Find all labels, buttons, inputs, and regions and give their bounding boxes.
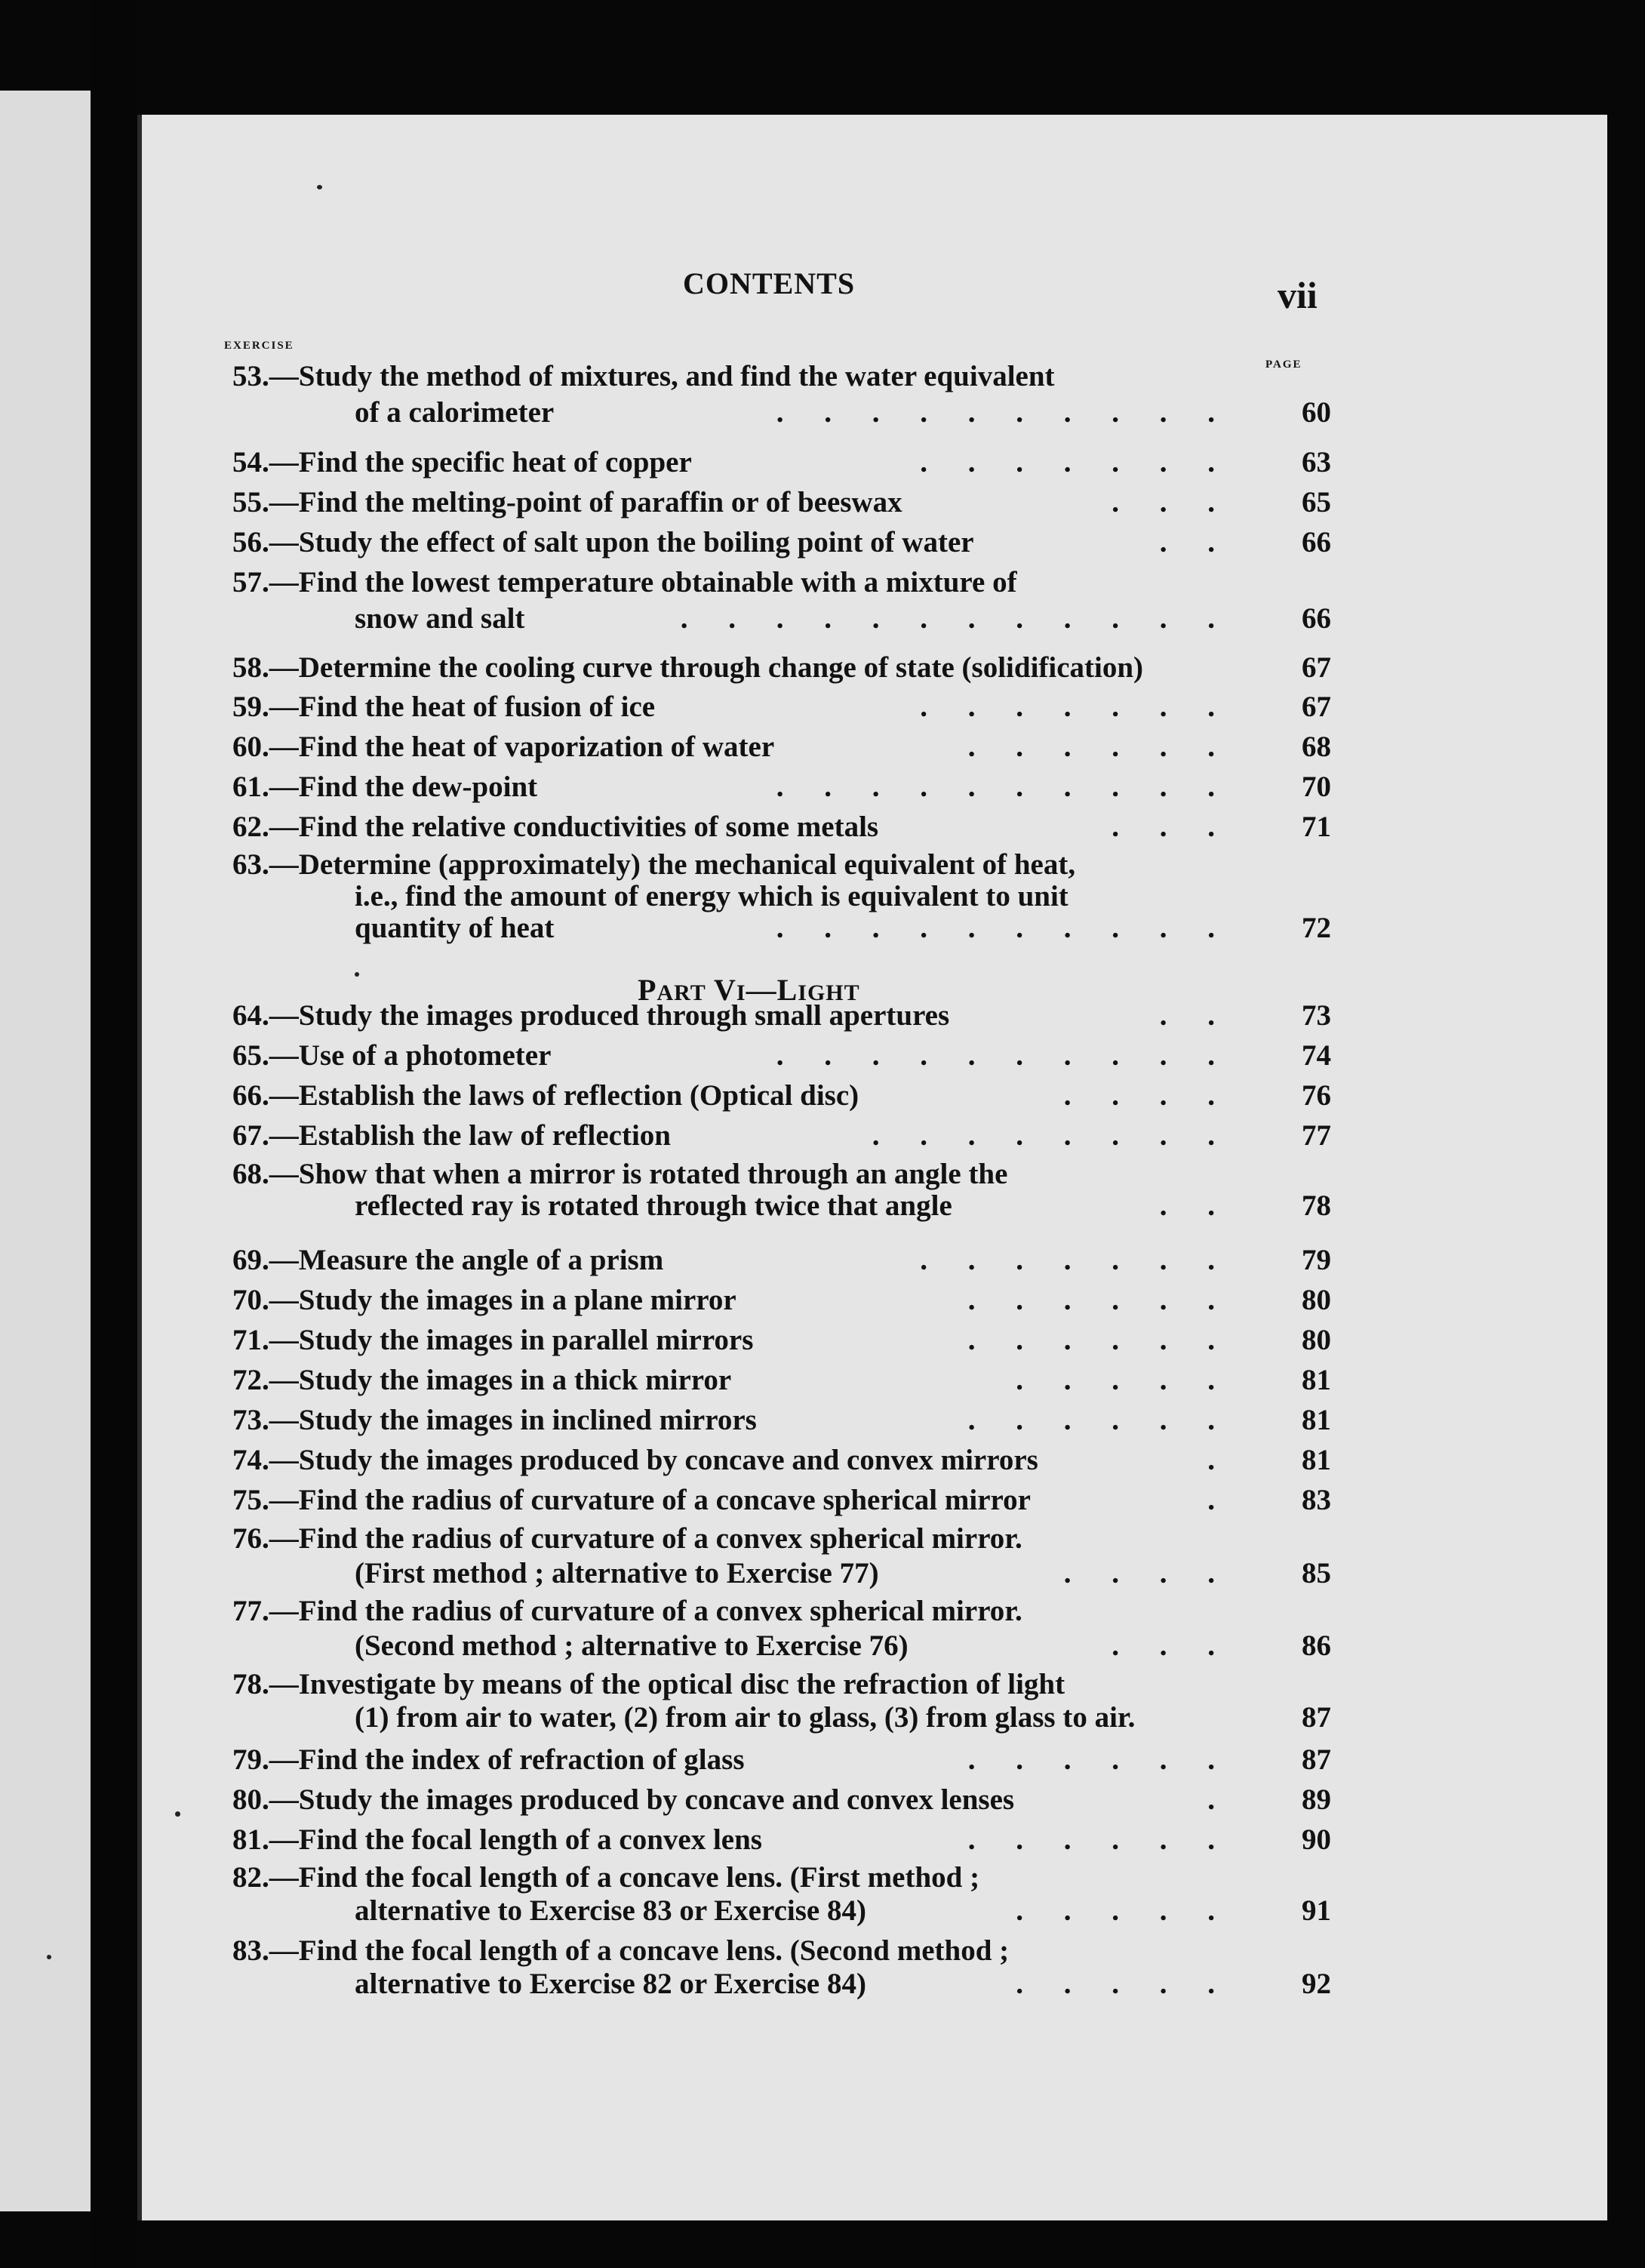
entry-title-continued: (Second method ; alternative to Exercise 76) <box>355 1629 909 1662</box>
entry-title: 60.—Find the heat of vaporization of water <box>232 731 775 763</box>
page-number: 80 <box>1302 1284 1331 1316</box>
list-item <box>232 997 1331 1035</box>
page-column-label: PAGE <box>1265 359 1302 371</box>
page-number: 89 <box>1302 1783 1331 1816</box>
list-item <box>232 1322 1331 1359</box>
entry-title-continued: snow and salt <box>355 602 525 635</box>
dot-leader: . . . . . . <box>967 1823 1231 1856</box>
list-item <box>232 1077 1331 1115</box>
page-number: 81 <box>1302 1364 1331 1396</box>
dot-leader: . . . . . <box>1016 1894 1231 1927</box>
dot-leader: . . <box>1159 999 1231 1032</box>
dot-leader: . . . . . <box>1016 1364 1231 1396</box>
entry-title: 56.—Study the effect of salt upon the boiling point of water <box>232 526 974 559</box>
dot-leader: . . . . . . . <box>920 1244 1231 1276</box>
entry-title: 68.—Show that when a mirror is rotated through an angle the <box>232 1158 1008 1190</box>
dot-leader: . <box>1207 1484 1231 1516</box>
entry-title: 72.—Study the images in a thick mirror <box>232 1364 732 1396</box>
entry-title: 71.—Study the images in parallel mirrors <box>232 1324 754 1356</box>
exercise-column-label: EXERCISE <box>224 340 294 352</box>
list-item <box>232 1037 1331 1075</box>
entry-title-continued: (1) from air to water, (2) from air to glass, (3) from glass to air. <box>355 1701 1136 1734</box>
entry-title: 73.—Study the images in inclined mirrors <box>232 1404 757 1436</box>
dot-leader: . . . . . . . . . . . . <box>680 602 1231 635</box>
entry-title: 80.—Study the images produced by concave and convex lenses <box>232 1783 1015 1816</box>
entry-title-continued: alternative to Exercise 83 or Exercise 84) <box>355 1894 866 1927</box>
page-number: 70 <box>1302 771 1331 803</box>
page-number: 78 <box>1302 1189 1331 1222</box>
list-item <box>232 565 1331 637</box>
dot-leader: . . . . <box>1063 1079 1231 1112</box>
page-number: 86 <box>1302 1629 1331 1662</box>
list-item <box>232 1362 1331 1399</box>
entry-title: 53.—Study the method of mixtures, and find the water equivalent <box>232 360 1055 392</box>
list-item <box>232 1482 1331 1519</box>
entry-title: 77.—Find the radius of curvature of a convex spherical mirror. <box>232 1595 1022 1627</box>
dot-leader: . . . . . . . <box>920 446 1231 479</box>
page-number: 67 <box>1302 651 1331 684</box>
dot-leader: . . . . . . . . . . <box>776 771 1231 803</box>
list-item <box>232 1668 1331 1734</box>
page-number: 85 <box>1302 1557 1331 1589</box>
page-speck <box>355 972 359 977</box>
list-item <box>232 728 1331 766</box>
entry-title-continued: (First method ; alternative to Exercise 77) <box>355 1557 879 1589</box>
page-speck <box>47 1955 51 1959</box>
entry-title-continued: alternative to Exercise 82 or Exercise 84) <box>355 1968 866 2000</box>
page-number: 87 <box>1302 1701 1331 1734</box>
dot-leader: . . . <box>1112 811 1231 843</box>
section-heading: PART VI—LIGHT <box>638 973 860 1007</box>
list-item <box>232 1282 1331 1319</box>
dot-leader: . . . . . . . . . . <box>776 1039 1231 1072</box>
page-number: 71 <box>1302 811 1331 843</box>
dot-leader: . . . . . . <box>967 1404 1231 1436</box>
entry-title: 76.—Find the radius of curvature of a convex spherical mirror. <box>232 1522 1022 1555</box>
entry-title: 83.—Find the focal length of a concave lens. (Second method ; <box>232 1934 1010 1967</box>
page-number: 90 <box>1302 1823 1331 1856</box>
page-number: 83 <box>1302 1484 1331 1516</box>
page-number: 73 <box>1302 999 1331 1032</box>
dot-leader: . . <box>1159 1189 1231 1222</box>
entry-title: 75.—Find the radius of curvature of a concave spherical mirror <box>232 1484 1031 1516</box>
dot-leader: . . . <box>1112 1629 1231 1662</box>
entry-title: 70.—Study the images in a plane mirror <box>232 1284 736 1316</box>
list-item <box>232 649 1331 687</box>
entry-title-continued: reflected ray is rotated through twice that angle <box>355 1189 952 1222</box>
entry-title: 69.—Measure the angle of a prism <box>232 1244 664 1276</box>
entry-title: 64.—Study the images produced through small apertures <box>232 999 950 1032</box>
list-item <box>232 808 1331 846</box>
page-number: 67 <box>1302 691 1331 723</box>
list-item <box>232 444 1331 482</box>
dot-leader: . <box>1207 1783 1231 1816</box>
entry-title-continued: quantity of heat <box>355 912 555 944</box>
entry-title: 55.—Find the melting-point of paraffin or of beeswax <box>232 486 902 519</box>
page-number: 72 <box>1302 912 1331 944</box>
entry-title: 74.—Study the images produced by concave and convex mirrors <box>232 1444 1038 1476</box>
dot-leader: . . . . . . <box>967 1284 1231 1316</box>
page-number: 81 <box>1302 1444 1331 1476</box>
list-item <box>232 1821 1331 1859</box>
list-item <box>232 1522 1331 1591</box>
dot-leader: . . <box>1159 526 1231 559</box>
page-number: 79 <box>1302 1244 1331 1276</box>
page-speck <box>175 1811 180 1817</box>
entry-title-continued: of a calorimeter <box>355 396 555 429</box>
dot-leader: . . . . . . <box>967 1743 1231 1776</box>
list-item <box>232 524 1331 562</box>
page-speck <box>317 185 322 189</box>
facing-page-edge <box>0 91 91 2211</box>
list-item <box>232 1861 1331 1928</box>
dot-leader: . . . . . . . <box>920 691 1231 723</box>
list-item <box>232 1117 1331 1155</box>
page-number: 81 <box>1302 1404 1331 1436</box>
entry-title: 57.—Find the lowest temperature obtainable with a mixture of <box>232 566 1017 599</box>
entry-title: 59.—Find the heat of fusion of ice <box>232 691 656 723</box>
list-item <box>232 1158 1331 1222</box>
list-item <box>232 1402 1331 1439</box>
page-number: 77 <box>1302 1119 1331 1152</box>
dot-leader: . . . . . . . . . . <box>776 912 1231 944</box>
book-gutter <box>91 0 137 2268</box>
list-item <box>232 1242 1331 1279</box>
dot-leader: . . . . . . . . <box>872 1119 1231 1152</box>
entry-title: 79.—Find the index of refraction of glass <box>232 1743 745 1776</box>
page-number: 92 <box>1302 1968 1331 2000</box>
page-number: 63 <box>1302 446 1331 479</box>
entry-title: 67.—Establish the law of reflection <box>232 1119 672 1152</box>
list-item <box>232 484 1331 522</box>
page-number: 87 <box>1302 1743 1331 1776</box>
running-head-page-number: vii <box>1278 274 1318 316</box>
dot-leader: . . . . . . <box>967 1324 1231 1356</box>
page-number: 76 <box>1302 1079 1331 1112</box>
page-number: 74 <box>1302 1039 1331 1072</box>
list-item <box>232 688 1331 726</box>
page-number: 66 <box>1302 526 1331 559</box>
dot-leader: . <box>1207 1444 1231 1476</box>
list-item <box>232 768 1331 806</box>
dot-leader: . . . . . . . . . . <box>776 396 1231 429</box>
entry-title: 65.—Use of a photometer <box>232 1039 552 1072</box>
list-item <box>232 1781 1331 1819</box>
list-item <box>232 848 1331 944</box>
entry-title: 81.—Find the focal length of a convex lens <box>232 1823 762 1856</box>
entry-title: 58.—Determine the cooling curve through change of state (solidification) <box>232 651 1144 684</box>
page-number: 91 <box>1302 1894 1331 1927</box>
page-number: 65 <box>1302 486 1331 519</box>
page-number: 60 <box>1302 396 1331 429</box>
list-item <box>232 1934 1331 2001</box>
page-edge-shadow <box>137 115 142 2220</box>
list-item <box>232 1594 1331 1663</box>
entry-title: 54.—Find the specific heat of copper <box>232 446 692 479</box>
list-item <box>232 1741 1331 1779</box>
dot-leader: . . . . . <box>1016 1968 1231 2000</box>
dot-leader: . . . . <box>1063 1557 1231 1589</box>
list-item <box>232 1442 1331 1479</box>
dot-leader: . . . <box>1112 486 1231 519</box>
entry-title: 63.—Determine (approximately) the mechanical equivalent of heat, <box>232 848 1076 881</box>
entry-title: 61.—Find the dew-point <box>232 771 538 803</box>
entry-title: 66.—Establish the laws of reflection (Optical disc) <box>232 1079 859 1112</box>
entry-title: 62.—Find the relative conductivities of some metals <box>232 811 879 843</box>
entry-title-continued: i.e., find the amount of energy which is equivalent to unit <box>355 880 1068 912</box>
page-number: 68 <box>1302 731 1331 763</box>
running-head-title: CONTENTS <box>683 266 856 300</box>
page-number: 80 <box>1302 1324 1331 1356</box>
entry-title: 78.—Investigate by means of the optical disc the refraction of light <box>232 1668 1065 1700</box>
entry-title: 82.—Find the focal length of a concave lens. (First method ; <box>232 1861 980 1894</box>
list-item <box>232 359 1331 431</box>
page-number: 66 <box>1302 602 1331 635</box>
dot-leader: . . . . . . <box>967 731 1231 763</box>
